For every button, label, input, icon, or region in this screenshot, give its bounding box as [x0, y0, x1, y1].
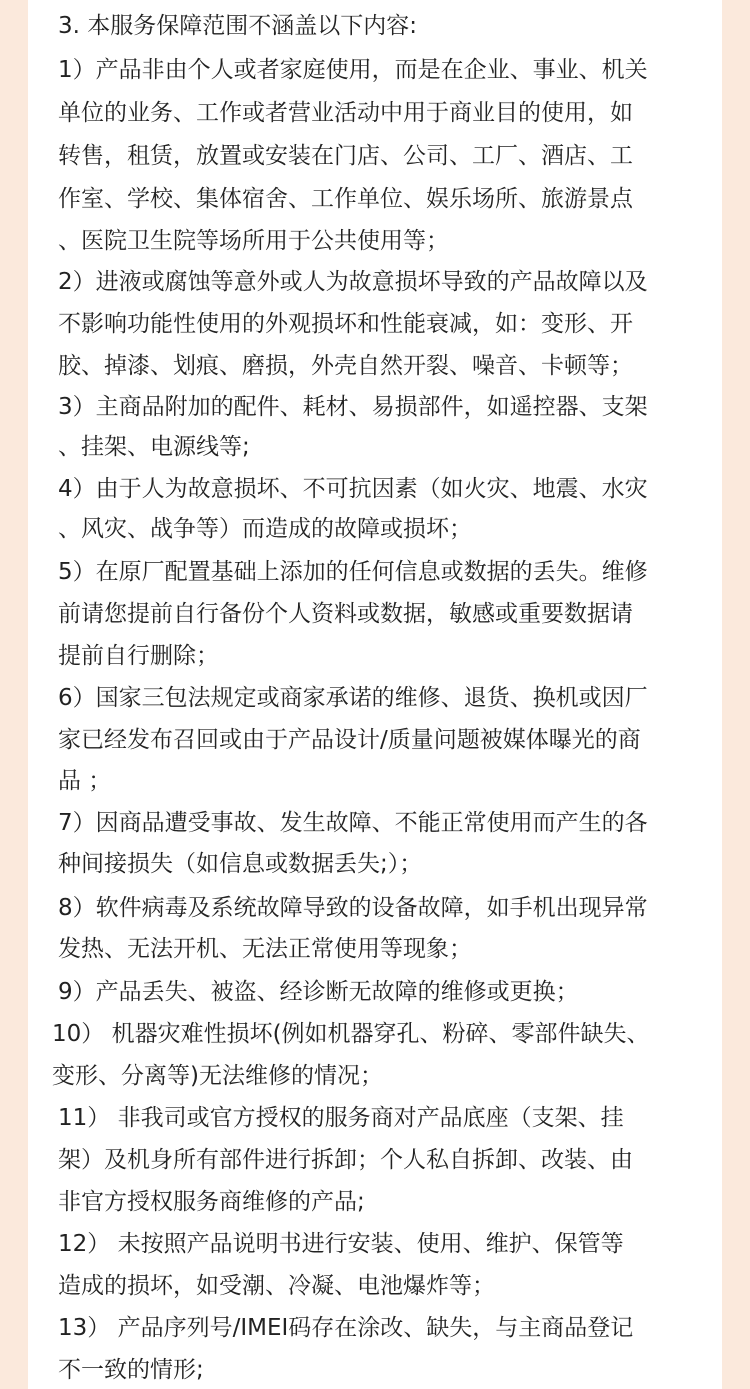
item-10-line-2: 变形、分离等)无法维修的情况； — [52, 1063, 383, 1089]
item-2-line-3: 胶、掉漆、划痕、磨损，外壳自然开裂、噪音、卡顿等； — [58, 353, 633, 379]
item-1-line-5: 、医院卫生院等场所用于公共使用等； — [58, 228, 449, 254]
item-13-line-2: 不一致的情形; — [58, 1357, 204, 1383]
item-1-line-2: 单位的业务、工作或者营业活动中用于商业目的使用，如 — [58, 100, 633, 126]
item-2-line-1: 2）进液或腐蚀等意外或人为故意损坏导致的产品故障以及 — [58, 269, 648, 295]
item-1-line-3: 转售，租赁，放置或安装在门店、公司、工厂、酒店、工 — [58, 143, 633, 169]
item-6-line-1: 6）国家三包法规定或商家承诺的维修、退货、换机或因厂 — [58, 685, 648, 711]
item-6-line-2: 家已经发布召回或由于产品设计/质量问题被媒体曝光的商 — [58, 727, 641, 753]
item-6-line-3: 品 ； — [58, 768, 112, 794]
item-11-line-3: 非官方授权服务商维修的产品; — [58, 1189, 365, 1215]
item-7-line-2: 种间接损失（如信息或数据丢失;）； — [58, 851, 423, 877]
item-1-line-4: 作室、学校、集体宿舍、工作单位、娱乐场所、旅游景点 — [58, 186, 633, 212]
item-8-line-1: 8）软件病毒及系统故障导致的设备故障，如手机出现异常 — [58, 895, 648, 921]
item-3-line-2: 、挂架、电源线等; — [58, 434, 250, 460]
item-2-line-2: 不影响功能性使用的外观损坏和性能衰减，如：变形、开 — [58, 311, 633, 337]
item-10-line-1: 10） 机器灾难性损坏(例如机器穿孔、粉碎、零部件缺失、 — [52, 1021, 650, 1047]
item-8-line-2: 发热、无法开机、无法正常使用等现象； — [58, 936, 472, 962]
item-9-line-1: 9）产品丢失、被盗、经诊断无故障的维修或更换； — [58, 979, 579, 1005]
item-4-line-2: 、风灾、战争等）而造成的故障或损坏； — [58, 516, 472, 542]
item-5-line-1: 5）在原厂配置基础上添加的任何信息或数据的丢失。维修 — [58, 559, 648, 585]
item-4-line-1: 4）由于人为故意损坏、不可抗因素（如火灾、地震、水灾 — [58, 476, 648, 502]
document-panel — [28, 0, 722, 1389]
item-11-line-1: 11） 非我司或官方授权的服务商对产品底座（支架、挂 — [58, 1105, 624, 1131]
item-5-line-3: 提前自行删除； — [58, 643, 219, 669]
item-13-line-1: 13） 产品序列号/IMEI码存在涂改、缺失，与主商品登记 — [58, 1315, 634, 1341]
item-3-line-1: 3）主商品附加的配件、耗材、易损部件，如遥控器、支架 — [58, 394, 648, 420]
item-12-line-1: 12） 未按照产品说明书进行安装、使用、维护、保管等 — [58, 1231, 624, 1257]
item-1-line-1: 1）产品非由个人或者家庭使用，而是在企业、事业、机关 — [58, 57, 648, 83]
item-7-line-1: 7）因商品遭受事故、发生故障、不能正常使用而产生的各 — [58, 810, 648, 836]
item-5-line-2: 前请您提前自行备份个人资料或数据，敏感或重要数据请 — [58, 601, 633, 627]
section-heading: 3. 本服务保障范围不涵盖以下内容: — [58, 13, 418, 39]
item-12-line-2: 造成的损坏，如受潮、冷凝、电池爆炸等； — [58, 1273, 495, 1299]
item-11-line-2: 架）及机身所有部件进行拆卸；个人私自拆卸、改装、由 — [58, 1147, 633, 1173]
